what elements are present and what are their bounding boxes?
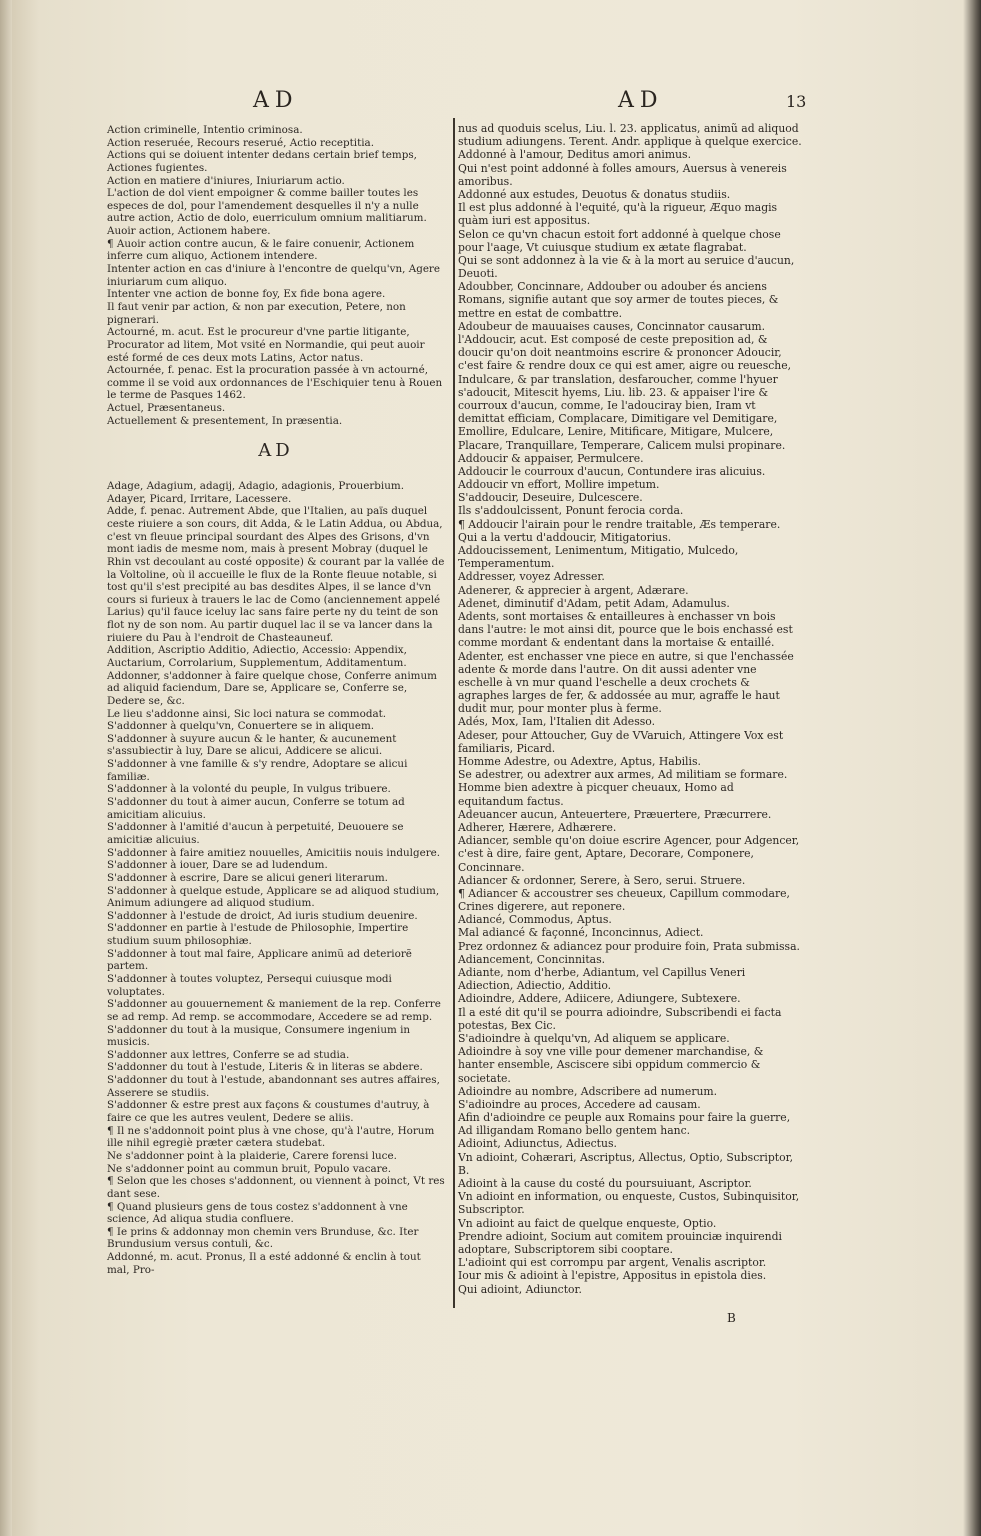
entry-text: S'addonner en partie à l'estude de Philosophie, Impertire studium suum philosophiæ.	[107, 922, 409, 948]
dictionary-entry	[107, 493, 445, 506]
running-head-right: AD	[618, 88, 664, 113]
entry-text: Qui se sont addonnez à la vie & à la mort au seruice d'aucun, Deuoti.	[458, 253, 795, 281]
entry-text: Action criminelle, Intentio criminosa.	[107, 124, 303, 136]
dictionary-entry	[107, 821, 445, 846]
dictionary-entry	[458, 781, 802, 807]
dictionary-entry	[458, 1151, 802, 1177]
dictionary-entry	[458, 148, 802, 161]
entry-text: Adoubeur de mauuaises causes, Concinnator causarum.	[458, 319, 766, 333]
dictionary-entry	[107, 288, 445, 301]
entry-text: ¶ Il ne s'addonnoit point plus à vne chose, qu'à l'autre, Horum ille nihil egregiè præter cætera studebat.	[107, 1124, 435, 1150]
dictionary-entry	[107, 301, 445, 326]
dictionary-entry	[458, 452, 802, 465]
entry-text: Iour mis & adioint à l'epistre, Appositus in epistola dies.	[458, 1269, 767, 1283]
dictionary-entry	[107, 1201, 445, 1226]
entry-text: Vn adioint en information, ou enqueste, Custos, Subinquisitor, Subscriptor.	[458, 1190, 800, 1217]
dictionary-entry	[107, 708, 445, 721]
dictionary-entry	[458, 1256, 802, 1269]
page-gutter-shadow	[0, 0, 12, 1536]
entry-text: Actourné, m. acut. Est le procureur d'vne partie litigante, Procurator ad litem, Mot vsité en Normandie, qui peut auoir esté formé de ces deux mots Latins, Actor natus.	[107, 326, 425, 364]
dictionary-entry	[458, 1177, 802, 1190]
entry-text: S'addonner à iouer, Dare se ad ludendum.	[107, 859, 328, 872]
entry-text: Adeuancer aucun, Anteuertere, Præuertere, Præcurrere.	[458, 807, 772, 821]
entry-text: Intenter action en cas d'iniure à l'encontre de quelqu'vn, Agere iniuriarum cum aliquo.	[107, 263, 441, 288]
entry-text: Qui n'est point addonné à folles amours, Auersus à venereis amoribus.	[458, 161, 787, 188]
dictionary-entry	[107, 998, 445, 1023]
entry-text: Addonné à l'amour, Deditus amori animus.	[458, 148, 692, 162]
dictionary-entry	[458, 1006, 802, 1032]
signature-mark: B	[727, 1311, 736, 1325]
dictionary-entry	[458, 465, 802, 478]
dictionary-entry	[107, 922, 445, 947]
dictionary-entry	[107, 1024, 445, 1049]
entry-text: Selon ce qu'vn chacun estoit fort addonné à quelque chose pour l'aage, Vt cuiusque studium ex ætate flagrabat.	[458, 227, 781, 254]
dictionary-entry	[458, 504, 802, 517]
entry-text: Addonné aux estudes, Deuotus & donatus studiis.	[458, 187, 731, 201]
entry-text: Ils s'addoulcissent, Ponunt ferocia corda.	[458, 504, 684, 518]
entry-text: S'addonner à escrire, Dare se alicui generi literarum.	[107, 871, 388, 884]
dictionary-entry	[458, 1190, 802, 1216]
entry-text: Adiancer & ordonner, Serere, à Sero, serui. Struere.	[458, 873, 746, 887]
dictionary-entry	[107, 1061, 445, 1074]
entry-text: l'Addoucir, acut. Est composé de ceste preposition ad, & doucir qu'on doit neantmoins escrire & prononcer Adoucir, c'est faire & rendre doux ce qui est amer, aigre ou reuesche, Indulcare, & par translation, desfaroucher, comme l'hyuer s'adoucit, Mitescit hyems, Liu. lib. 23. & appaiser l'ire & courroux d'aucun, comme, Ie l'adouciray bien, Iram vt demittat efficiam, Complacare, Dimitigare vel Demitigare, Emollire, Edulcare, Lenire, Mitificare, Mitigare, Mulcere, Placare, Tranquillare, Temperare, Calicem mulsi propinare.	[458, 333, 792, 452]
entry-text: Addition, Ascriptio Additio, Adiectio, Accessio: Appendix, Auctarium, Corrolarium, Supplementum, Additamentum.	[107, 644, 407, 669]
dictionary-entry	[458, 913, 802, 926]
dictionary-entry	[458, 821, 802, 834]
dictionary-entry	[107, 847, 445, 860]
page-number: 13	[786, 92, 807, 111]
dictionary-entry	[458, 1269, 802, 1282]
dictionary-entry	[107, 720, 445, 733]
entry-text: ¶ Ie prins & addonnay mon chemin vers Brunduse, &c. Iter Brundusium versus contuli, &c.	[107, 1225, 419, 1251]
entry-text: Action en matiere d'iniures, Iniuriarum actio.	[107, 174, 345, 187]
dictionary-entry	[107, 885, 445, 910]
entry-text: Action reseruée, Recours reserué, Actio receptitia.	[107, 136, 374, 149]
entry-text: S'adioindre à quelqu'vn, Ad aliquem se applicare.	[458, 1031, 730, 1045]
dictionary-entry	[458, 1230, 802, 1256]
entry-text: Ne s'addonner point au commun bruit, Populo vacare.	[107, 1162, 392, 1175]
dictionary-entry	[458, 1045, 802, 1085]
entry-text: Addonner, s'addonner à faire quelque chose, Conferre animum ad aliquid faciendum, Dare se, Applicare se, Conferre se, Dedere se, &c.	[107, 669, 437, 707]
entry-text: Homme bien adextre à picquer cheuaux, Homo ad equitandum factus.	[458, 781, 734, 808]
dictionary-entry	[458, 966, 802, 979]
entry-text: Adherer, Hærere, Adhærere.	[458, 820, 617, 834]
entry-text: Adés, Mox, Iam, l'Italien dit Adesso.	[458, 715, 656, 729]
dictionary-entry	[458, 953, 802, 966]
dictionary-entry	[458, 940, 802, 953]
dictionary-entry	[107, 402, 445, 415]
dictionary-entry	[458, 201, 802, 227]
entry-text: Afin d'adioindre ce peuple aux Romains pour faire la guerre, Ad illigandam Romano bello gentem hanc.	[458, 1111, 791, 1138]
left-entries-block2	[107, 480, 445, 1276]
dictionary-entry	[458, 887, 802, 913]
entry-text: S'addonner à vne famille & s'y rendre, Adoptare se alicui familiæ.	[107, 758, 408, 783]
left-column	[107, 124, 445, 1276]
entry-text: Adenerer, & apprecier à argent, Adærare.	[458, 583, 689, 597]
entry-text: L'adioint qui est corrompu par argent, Venalis ascriptor.	[458, 1256, 767, 1270]
entry-text: Adenet, diminutif d'Adam, petit Adam, Adamulus.	[458, 596, 730, 610]
entry-text: ¶ Addoucir l'airain pour le rendre traitable, Æs temperare.	[458, 517, 781, 531]
dictionary-entry	[458, 188, 802, 201]
entry-text: Mal adiancé & façonné, Inconcinnus, Adiect.	[458, 926, 704, 940]
dictionary-entry	[107, 910, 445, 923]
dictionary-entry	[458, 478, 802, 491]
dictionary-entry	[107, 1163, 445, 1176]
entry-text: S'addonner à tout mal faire, Applicare animũ ad deteriorẽ partem.	[107, 947, 412, 973]
entry-text: Prez ordonnez & adiancez pour produire foin, Prata submissa.	[458, 939, 800, 953]
entry-text: Il a esté dit qu'il se pourra adioindre, Subscribendi ei facta potestas, Bex Cic.	[458, 1005, 782, 1032]
left-entries-block1	[107, 124, 445, 427]
entry-text: Se adestrer, ou adextrer aux armes, Ad militiam se formare.	[458, 768, 788, 782]
dictionary-entry	[107, 973, 445, 998]
dictionary-entry	[458, 531, 802, 544]
dictionary-entry	[458, 320, 802, 333]
right-column	[458, 122, 802, 1296]
dictionary-entry	[107, 1125, 445, 1150]
entry-text: ¶ Adiancer & accoustrer ses cheueux, Capillum commodare, Crines digerere, aut reponere.	[458, 886, 790, 914]
dictionary-entry	[458, 979, 802, 992]
entry-text: Addoucissement, Lenimentum, Mitigatio, Mulcedo, Temperamentum.	[458, 544, 739, 571]
entry-text: Intenter vne action de bonne foy, Ex fide bona agere.	[107, 288, 386, 301]
dictionary-entry	[107, 505, 445, 644]
dictionary-entry	[107, 1175, 445, 1200]
running-head-left: AD	[253, 88, 299, 113]
entry-text: nus ad quoduis scelus, Liu. l. 23. applicatus, animũ ad aliquod studium adiungens. Terent. Andr. applique à quelque exercice.	[458, 122, 802, 149]
dictionary-entry	[458, 1137, 802, 1150]
dictionary-entry	[458, 755, 802, 768]
dictionary-entry	[458, 333, 802, 452]
entry-text: Adiancer, semble qu'on doiue escrire Agencer, pour Adgencer, c'est à dire, faire gent, Aptare, Decorare, Componere, Concinnare.	[458, 834, 800, 874]
entry-text: Adioint, Adiunctus, Adiectus.	[458, 1137, 617, 1151]
dictionary-entry	[107, 326, 445, 364]
dictionary-entry	[107, 783, 445, 796]
entry-text: Addoucir le courroux d'aucun, Contundere iras alicuius.	[458, 464, 766, 478]
dictionary-entry	[458, 1111, 802, 1137]
dictionary-entry	[458, 926, 802, 939]
dictionary-entry	[107, 670, 445, 708]
entry-text: Addoucir & appaiser, Permulcere.	[458, 451, 644, 465]
dictionary-entry	[458, 597, 802, 610]
dictionary-entry	[458, 715, 802, 728]
dictionary-entry	[107, 225, 445, 238]
entry-text: Adeser, pour Attoucher, Guy de VVaruich, Attingere Vox est familiaris, Picard.	[458, 728, 784, 755]
entry-text: Homme Adestre, ou Adextre, Aptus, Habilis.	[458, 755, 701, 768]
dictionary-entry	[458, 650, 802, 716]
entry-text: S'addonner du tout à l'estude, abandonnant ses autres affaires, Asserere se studiis.	[107, 1074, 440, 1099]
entry-text: S'addonner à quelqu'vn, Conuertere se in aliquem.	[107, 720, 375, 733]
entry-text: S'addonner du tout à la musique, Consumere ingenium in musicis.	[107, 1023, 411, 1049]
dictionary-entry	[458, 1283, 802, 1296]
dictionary-entry	[107, 758, 445, 783]
column-rule	[453, 118, 455, 1308]
entry-text: Actournée, f. penac. Est la procuration passée à vn actourné, comme il se void aux ordonnances de l'Eschiquier tenu à Rouen le terme de Pasques 1462.	[107, 364, 443, 402]
dictionary-entry	[107, 1150, 445, 1163]
entry-text: Adde, f. penac. Autrement Abde, que l'Italien, au païs duquel ceste riuiere a son cours, dit Adda, & le Latin Addua, ou Abdua, c'est vn fleuue principal sourdant des Alpes des Grisons, d'vn mont iadis de mesme nom, mais à present Mobray (duquel le Rhin vst decoulant au costé opposite) & courant par la vallée de la Voltoline, où il accueille le flux de la Ronte fleuue notable, si tost qu'il s'est precipité au bas desdites Alpes, il se lance d'vn cours si furieux à trauers le lac de Como (anciennement appelé Larius) qu'il fauce iceluy lac sans faire perte ny du teint de son flot ny de son nom. Au partir duquel lac il se va lancer dans la riuiere du Pau à l'endroit de Chasteauneuf.	[107, 505, 445, 644]
dictionary-entry	[458, 280, 802, 320]
entry-text: Adioindre au nombre, Adscribere ad numerum.	[458, 1084, 718, 1098]
entry-text: Actuellement & presentement, In præsentia.	[107, 414, 343, 427]
entry-text: S'addonner aux lettres, Conferre se ad studia.	[107, 1048, 350, 1061]
entry-text: Ne s'addonner point à la plaiderie, Carere forensi luce.	[107, 1149, 397, 1162]
entry-text: Addonné, m. acut. Pronus, Il a esté addonné & enclin à tout mal, Pro-	[107, 1251, 421, 1276]
entry-text: ¶ Auoir action contre aucun, & le faire conuenir, Actionem inferre cum aliquo, Actionem intendere.	[107, 237, 415, 263]
entry-text: Vn adioint au faict de quelque enqueste, Optio.	[458, 1216, 717, 1230]
dictionary-entry	[107, 187, 445, 225]
dictionary-entry	[107, 480, 445, 493]
dictionary-entry	[107, 1226, 445, 1251]
entry-text: Adents, sont mortaises & entailleures à enchasser vn bois dans l'autre: le mot ainsi dit, pource que le bois enchassé est comme mordant & endentant dans la mortaise & entaillé.	[458, 609, 793, 650]
dictionary-entry	[458, 768, 802, 781]
entry-text: S'addonner à l'estude de droict, Ad iuris studium deuenire.	[107, 909, 418, 922]
dictionary-entry	[107, 644, 445, 669]
entry-text: S'addonner à quelque estude, Applicare se ad aliquod studium, Animum adiungere ad aliquod studium.	[107, 884, 440, 910]
entry-text: Actuel, Præsentaneus.	[107, 402, 226, 415]
dictionary-entry	[458, 122, 802, 148]
entry-text: S'addonner à faire amitiez nouuelles, Amicitiis nouis indulgere.	[107, 846, 441, 859]
entry-text: Actions qui se doiuent intenter dedans certain brief temps, Actiones fugientes.	[107, 149, 417, 174]
dictionary-entry	[107, 796, 445, 821]
entry-text: Adiante, nom d'herbe, Adiantum, vel Capillus Veneri	[458, 966, 746, 979]
entry-text: Addresser, voyez Adresser.	[458, 570, 605, 584]
dictionary-entry	[107, 948, 445, 973]
dictionary-entry	[458, 570, 802, 583]
dictionary-entry	[107, 1251, 445, 1276]
entry-text: S'addonner à suyure aucun & le hanter, & aucunement s'assubiectir à luy, Dare se alicui, Addicere se alicui.	[107, 732, 397, 758]
entry-text: S'addonner & estre prest aux façons & coustumes d'autruy, à faire ce que les autres veulent, Dedere se aliis.	[107, 1099, 430, 1125]
dictionary-entry	[107, 124, 445, 137]
entry-text: Auoir action, Actionem habere.	[107, 225, 271, 238]
dictionary-entry	[458, 1217, 802, 1230]
entry-text: Adayer, Picard, Irritare, Lacessere.	[107, 492, 292, 505]
dictionary-entry	[458, 254, 802, 280]
dictionary-entry	[107, 238, 445, 263]
entry-text: S'addonner du tout à l'estude, Literis & in literas se abdere.	[107, 1061, 423, 1074]
dictionary-entry	[458, 544, 802, 570]
entry-text: S'addoucir, Deseuire, Dulcescere.	[458, 491, 643, 505]
dictionary-entry	[107, 175, 445, 188]
entry-text: S'addonner au gouuernement & maniement de la rep. Conferre se ad remp. Ad remp. se accommodare, Accedere se ad remp.	[107, 998, 441, 1023]
entry-text: Il est plus addonné à l'equité, qu'à la rigueur, Æquo magis quàm iuri est appositus.	[458, 201, 778, 228]
entry-text: S'addonner à toutes voluptez, Persequi cuiusque modi voluptates.	[107, 973, 392, 998]
section-heading: AD	[258, 440, 294, 462]
entry-text: S'addonner à la volonté du peuple, In vulgus tribuere.	[107, 783, 391, 796]
entry-text: Adiancé, Commodus, Aptus.	[458, 913, 612, 927]
dictionary-entry	[458, 874, 802, 887]
entry-text: S'addonner à l'amitié d'aucun à perpetuité, Deuouere se amicitiæ alicuius.	[107, 821, 404, 846]
dictionary-entry	[458, 518, 802, 531]
entry-text: Il faut venir par action, & non par execution, Petere, non pignerari.	[107, 300, 406, 326]
entry-text: Qui a la vertu d'addoucir, Mitigatorius.	[458, 530, 672, 544]
dictionary-entry	[107, 733, 445, 758]
page-edge	[963, 0, 981, 1536]
entry-text: Adioindre à soy vne ville pour demener marchandise, & hanter ensemble, Asciscere sibi oppidum commercio & societate.	[458, 1045, 764, 1085]
entry-text: Adage, Adagium, adagij, Adagio, adagionis, Prouerbium.	[107, 480, 404, 493]
entry-text: L'action de dol vient empoigner & comme bailler toutes les especes de dol, pour l'amendement desquelles il n'y a nulle autre action, Actio de dolo, euerriculum omnium malitiarum.	[107, 187, 427, 225]
dictionary-entry	[458, 491, 802, 504]
entry-text: Adioint à la cause du costé du poursuiuant, Ascriptor.	[458, 1177, 752, 1190]
entry-text: Adioindre, Addere, Adiicere, Adiungere, Subtexere.	[458, 992, 741, 1006]
entry-text: Addoucir vn effort, Mollire impetum.	[458, 478, 660, 492]
entry-text: ¶ Selon que les choses s'addonnent, ou viennent à poinct, Vt res dant sese.	[107, 1175, 445, 1200]
entry-text: Qui adioint, Adiunctor.	[458, 1282, 582, 1296]
dictionary-entry	[458, 610, 802, 650]
entry-text: Adoubber, Concinnare, Addouber ou adouber és anciens Romans, signifie autant que soy armer de toutes pieces, & mettre en estat de combattre.	[458, 280, 779, 320]
dictionary-entry	[107, 859, 445, 872]
entry-text: S'addonner du tout à aimer aucun, Conferre se totum ad amicitiam alicuius.	[107, 796, 405, 821]
dictionary-entry	[107, 263, 445, 288]
entry-text: S'adioindre au proces, Accedere ad causam.	[458, 1097, 701, 1111]
entry-text: ¶ Quand plusieurs gens de tous costez s'addonnent à vne science, Ad aliqua studia confluere.	[107, 1200, 408, 1226]
dictionary-entry	[458, 1085, 802, 1098]
dictionary-entry	[107, 364, 445, 402]
dictionary-entry	[458, 992, 802, 1005]
dictionary-entry	[107, 1049, 445, 1062]
dictionary-entry	[107, 1074, 445, 1099]
entry-text: Prendre adioint, Socium aut comitem prouinciæ inquirendi adoptare, Subscriptorem sibi cooptare.	[458, 1229, 783, 1256]
entry-text: Adenter, est enchasser vne piece en autre, si que l'enchassée adente & morde dans l'autre. On dit aussi adenter vne eschelle à vn mur quand l'eschelle a deux crochets & agraphes larges de fer, & addossée au mur, agraffe le haut dudit mur, pour monter plus à ferme.	[458, 649, 794, 716]
dictionary-entry	[107, 137, 445, 150]
dictionary-entry	[458, 584, 802, 597]
dictionary-entry	[458, 162, 802, 188]
entry-text: Le lieu s'addonne ainsi, Sic loci natura se commodat.	[107, 707, 387, 720]
dictionary-entry	[107, 872, 445, 885]
dictionary-entry	[458, 1098, 802, 1111]
dictionary-entry	[458, 1032, 802, 1045]
dictionary-entry	[458, 808, 802, 821]
dictionary-entry	[107, 149, 445, 174]
entry-text: Adiection, Adiectio, Additio.	[458, 979, 612, 993]
entry-text: Adiancement, Concinnitas.	[458, 952, 606, 966]
entry-text: Vn adioint, Cohærari, Ascriptus, Allectus, Optio, Subscriptor, B.	[458, 1150, 794, 1177]
dictionary-entry	[458, 228, 802, 254]
right-entries	[458, 122, 802, 1296]
dictionary-entry	[458, 834, 802, 874]
dictionary-entry	[107, 1099, 445, 1124]
dictionary-entry	[458, 729, 802, 755]
dictionary-entry	[107, 415, 445, 428]
